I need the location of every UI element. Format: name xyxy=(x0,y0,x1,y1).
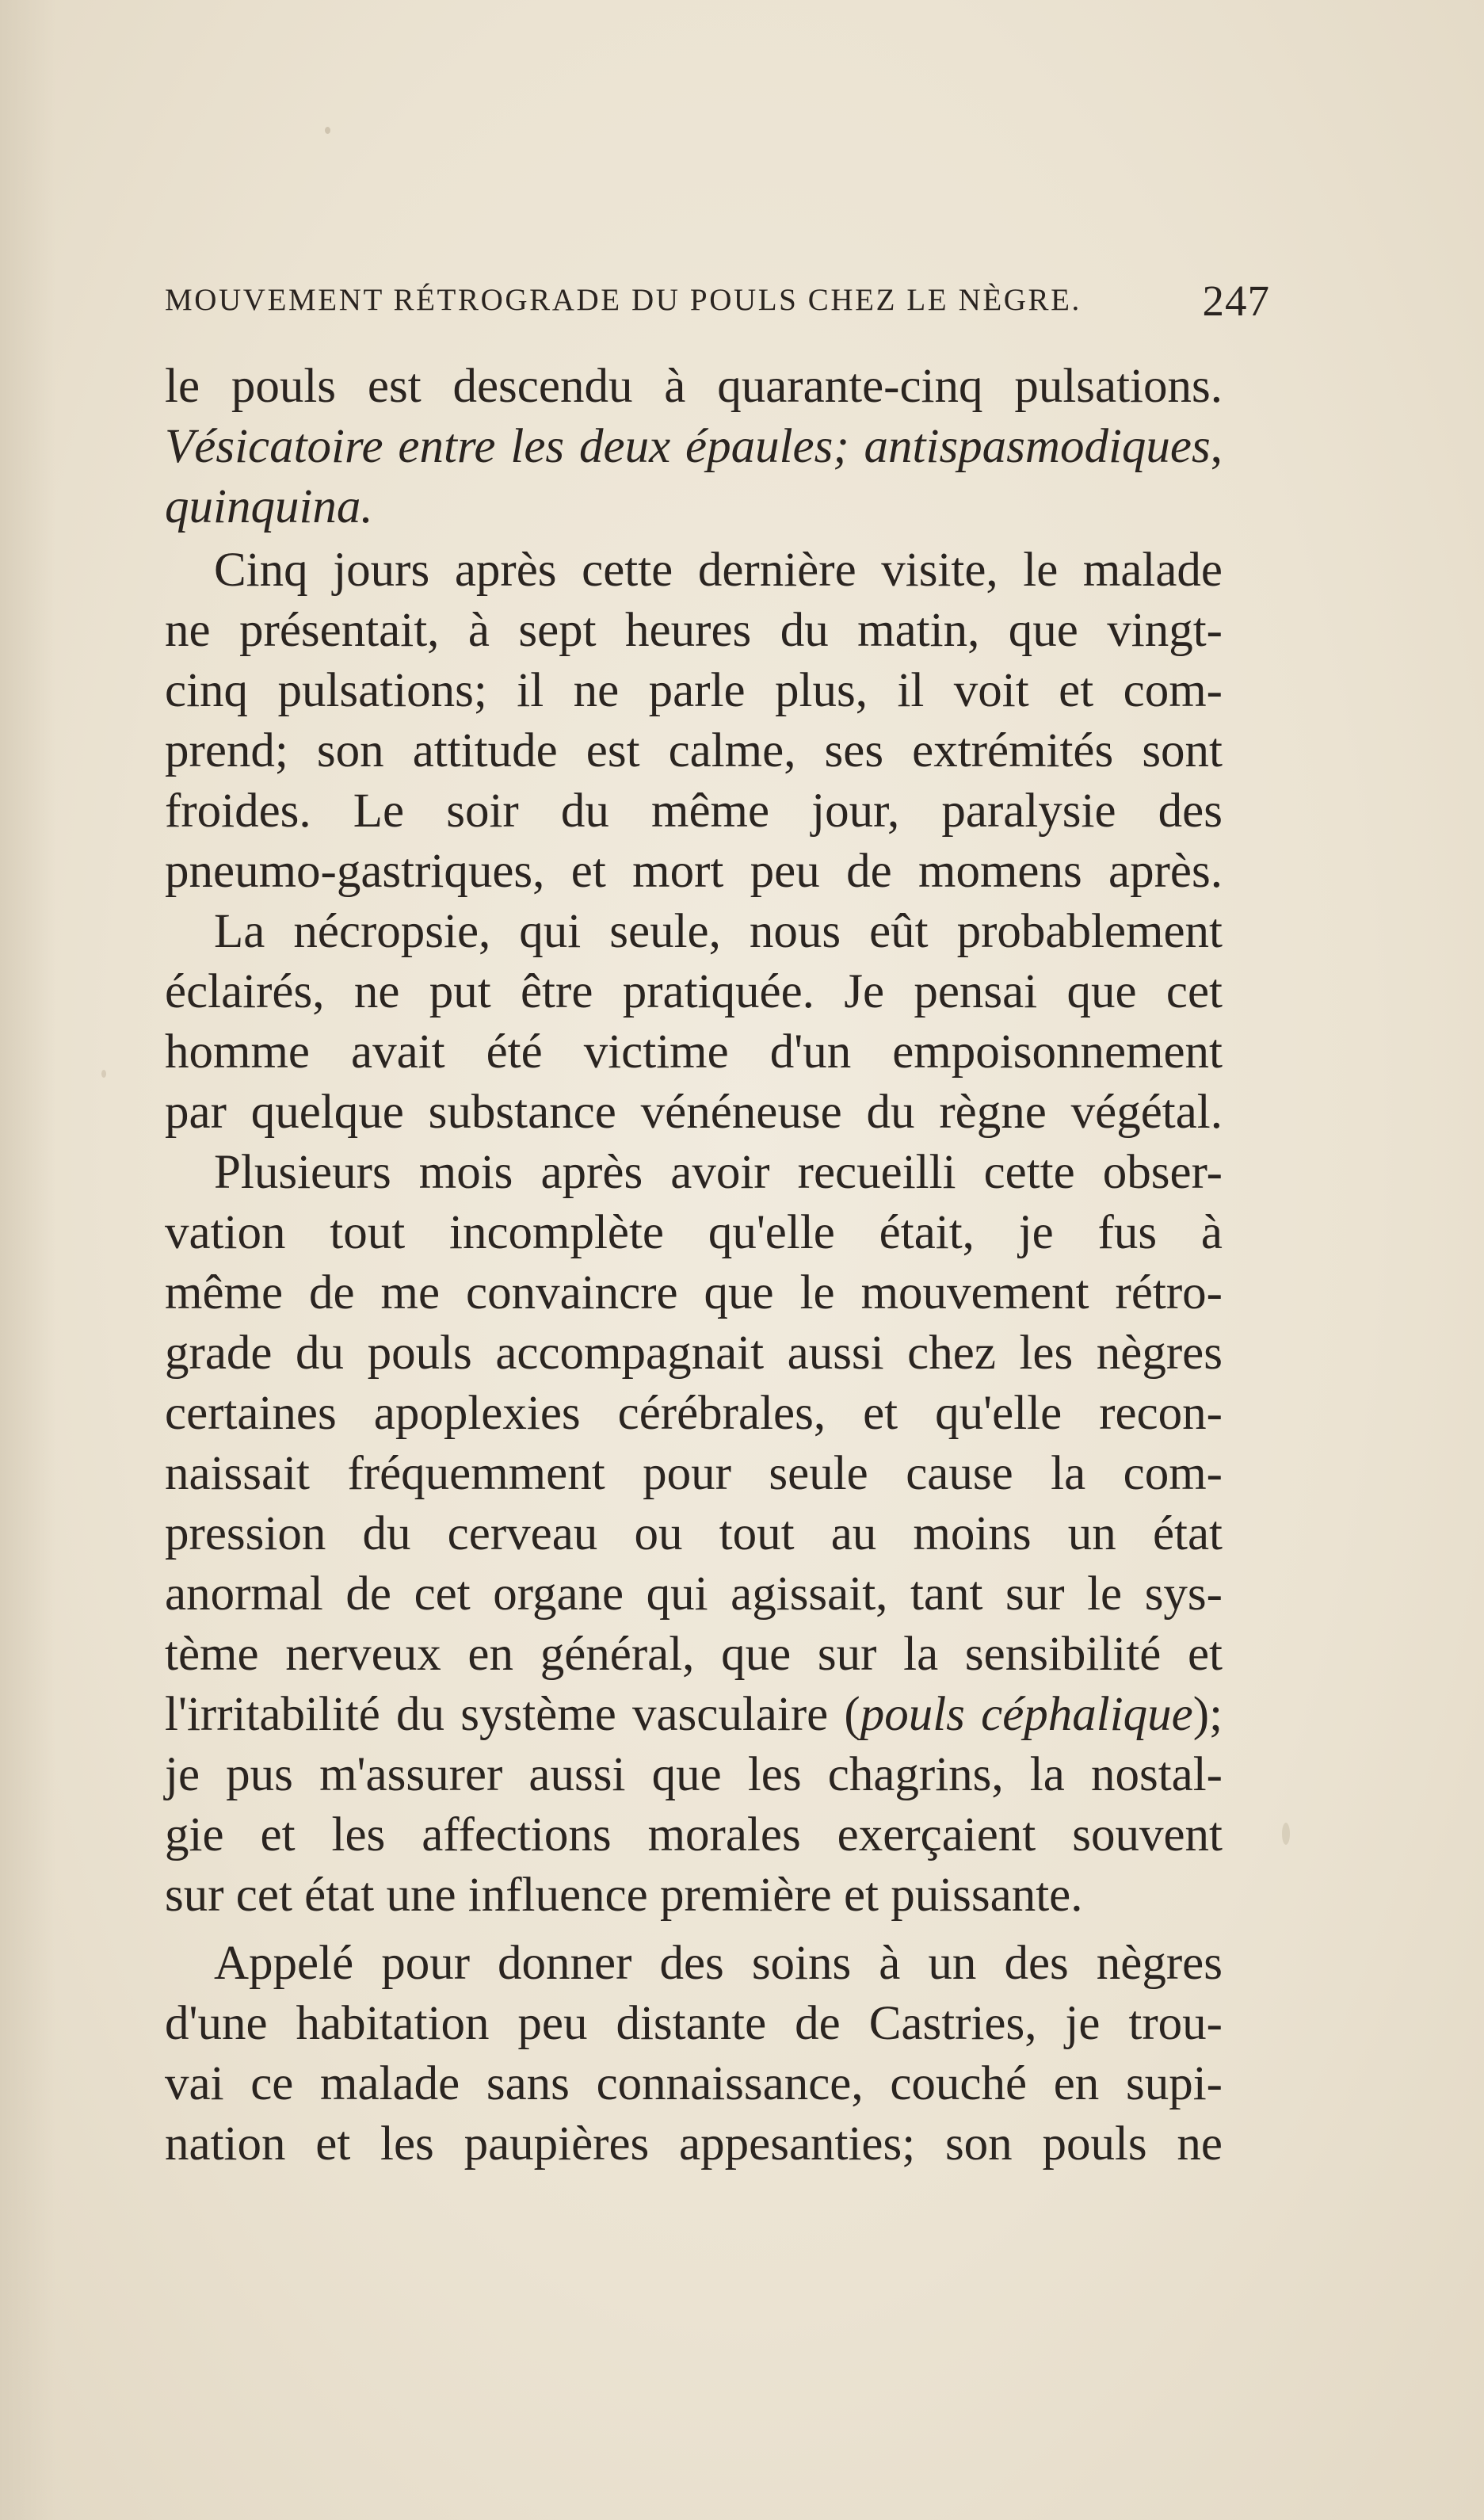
paragraph-first-line: La nécropsie, qui seule, nous eût probablement xyxy=(214,905,1223,958)
text-fragment: l'irritabilité du système vasculaire ( xyxy=(165,1688,860,1741)
running-head: MOUVEMENT RÉTROGRADE DU POULS CHEZ LE NÈGRE. xyxy=(165,283,1082,317)
text-line: tème nerveux en général, que sur la sensibilité et xyxy=(165,1628,1223,1681)
paragraph-first-line: Plusieurs mois après avoir recueilli cette obser- xyxy=(214,1146,1223,1199)
text-line: sur cet état une influence première et puissante. xyxy=(165,1869,1083,1922)
text-line: éclairés, ne put être pratiquée. Je pensai que cet xyxy=(165,965,1223,1018)
italic-phrase: Vésicatoire entre les deux épaules; antispasmodiques xyxy=(165,420,1211,473)
text-line: je pus m'assurer aussi que les chagrins, la nostal- xyxy=(165,1748,1223,1801)
text-fragment: , xyxy=(1210,420,1223,473)
paper-speck xyxy=(101,1070,106,1078)
text-line: le pouls est descendu à quarante-cinq pulsations. xyxy=(165,360,1223,413)
paper-speck xyxy=(1282,1823,1290,1845)
text-line xyxy=(165,477,1223,537)
text-line: homme avait été victime d'un empoisonnement xyxy=(165,1025,1223,1079)
text-line: prend; son attitude est calme, ses extrémités sont xyxy=(165,724,1223,777)
text-line: pression du cerveau ou tout au moins un état xyxy=(165,1507,1223,1560)
paper-speck xyxy=(325,127,330,134)
paragraph-first-line: Appelé pour donner des soins à un des nègres xyxy=(214,1937,1223,1990)
text-fragment: ); xyxy=(1192,1688,1223,1741)
text-line: par quelque substance vénéneuse du règne végétal. xyxy=(165,1086,1223,1139)
text-line xyxy=(165,417,1223,477)
text-line: pneumo-gastriques, et mort peu de momens après. xyxy=(165,845,1223,898)
text-line: même de me convaincre que le mouvement rétro- xyxy=(165,1266,1223,1319)
italic-phrase: quinquina. xyxy=(165,480,373,533)
text-line: naissait fréquemment pour seule cause la com- xyxy=(165,1447,1223,1500)
text-line: cinq pulsations; il ne parle plus, il voit et com- xyxy=(165,664,1223,717)
text-line: ne présentait, à sept heures du matin, que vingt- xyxy=(165,604,1223,657)
text-line: certaines apoplexies cérébrales, et qu'elle recon- xyxy=(165,1387,1223,1440)
text-line: vai ce malade sans connaissance, couché en supi- xyxy=(165,2057,1223,2110)
text-line: anormal de cet organe qui agissait, tant sur le sys- xyxy=(165,1567,1223,1621)
italic-phrase: pouls céphalique xyxy=(860,1688,1193,1741)
page-header xyxy=(165,276,1270,323)
text-line xyxy=(165,1685,1223,1745)
page-number: 247 xyxy=(1202,277,1270,325)
text-line: d'une habitation peu distante de Castries, je trou- xyxy=(165,1997,1223,2050)
text-line: grade du pouls accompagnait aussi chez les nègres xyxy=(165,1327,1223,1380)
text-line: gie et les affections morales exerçaient souvent xyxy=(165,1808,1223,1861)
text-line: froides. Le soir du même jour, paralysie des xyxy=(165,785,1223,838)
text-line: nation et les paupières appesanties; son pouls ne xyxy=(165,2117,1223,2171)
text-line: vation tout incomplète qu'elle était, je fus à xyxy=(165,1206,1223,1259)
paragraph-first-line: Cinq jours après cette dernière visite, le malade xyxy=(214,544,1223,597)
